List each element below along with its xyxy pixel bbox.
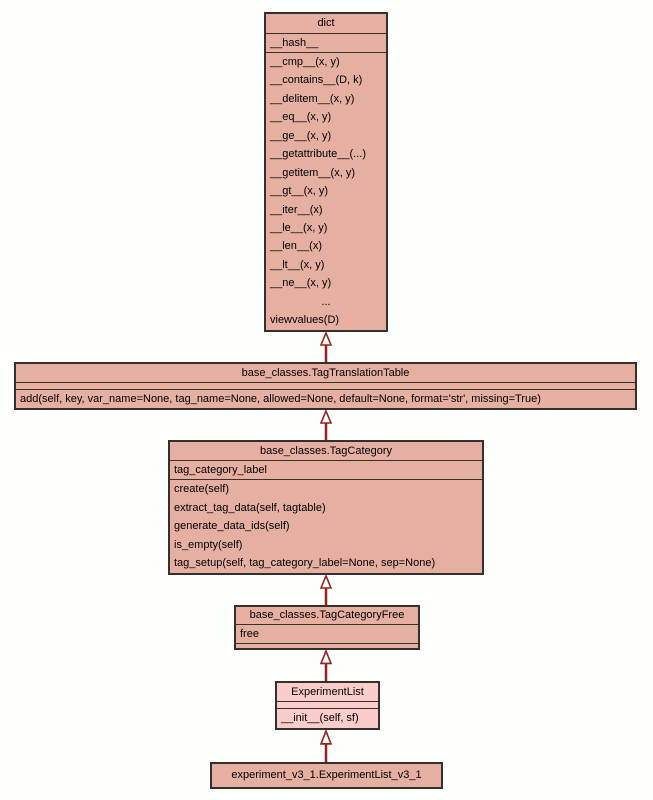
method-label: add(self, key, var_name=None, tag_name=None, allowed=None, default=None, format='str', missing=True) — [20, 393, 541, 405]
class-box-tagcategoryfree — [234, 605, 420, 650]
method-label: create(self) — [174, 483, 230, 495]
method-label: extract_tag_data(self, tagtable) — [174, 501, 326, 514]
attributes-section — [277, 702, 378, 709]
method-label: __ge__(x, y) — [270, 129, 332, 142]
method-label: __contains__(D, k) — [270, 74, 363, 87]
methods-section — [266, 53, 386, 330]
class-box-experimentlist-v3-1 — [210, 762, 443, 789]
methods-section — [16, 390, 635, 408]
inheritance-arrow-experimentlistv31-to-experimentlist — [318, 730, 334, 762]
method-label: __lt__(x, y) — [270, 258, 325, 271]
methods-section — [236, 644, 418, 648]
class-box-tagcategory — [168, 440, 484, 575]
method-label: __iter__(x) — [270, 203, 323, 216]
attributes-section — [170, 461, 482, 480]
method-label: __eq__(x, y) — [270, 111, 332, 124]
inheritance-arrow-experimentlist-to-tagcategoryfree — [318, 650, 334, 681]
class-title: base_classes.TagCategory — [170, 442, 482, 461]
class-title: base_classes.TagTranslationTable — [16, 364, 635, 383]
method-label: __getitem__(x, y) — [270, 166, 355, 179]
class-title: dict — [266, 14, 386, 34]
method-label: __getattribute__(...) — [270, 148, 367, 161]
class-title: base_classes.TagCategoryFree — [236, 607, 418, 625]
method-label: __delitem__(x, y) — [270, 92, 355, 105]
method-label: is_empty(self) — [174, 538, 243, 551]
attributes-section — [266, 34, 386, 53]
class-box-dict — [264, 12, 388, 332]
method-label: __init__(self, sf) — [281, 712, 359, 724]
attributes-section — [16, 383, 635, 390]
inheritance-arrow-tagcategory-to-tagtranslationtable — [318, 410, 334, 440]
method-label: __cmp__(x, y) — [270, 56, 340, 68]
method-label: __len__(x) — [270, 240, 322, 253]
ellipsis-label: ... — [321, 295, 331, 308]
class-title: experiment_v3_1.ExperimentList_v3_1 — [231, 769, 422, 781]
method-label: tag_setup(self, tag_category_label=None, sep=None) — [174, 557, 436, 570]
inheritance-arrow-tagtranslationtable-to-dict — [318, 332, 334, 362]
attribute-label: tag_category_label — [174, 464, 267, 476]
method-label: __le__(x, y) — [270, 221, 328, 234]
attribute-label: __hash__ — [270, 37, 319, 49]
method-label: generate_data_ids(self) — [174, 520, 290, 533]
method-label: viewvalues(D) — [270, 314, 340, 327]
class-box-tagtranslationtable — [14, 362, 637, 410]
inheritance-arrow-tagcategoryfree-to-tagcategory — [318, 575, 334, 605]
method-label: __ne__(x, y) — [270, 277, 332, 290]
attribute-label: free — [240, 628, 259, 640]
class-box-experimentlist — [275, 681, 380, 730]
attributes-section — [236, 625, 418, 644]
class-title: ExperimentList — [277, 683, 378, 702]
methods-section — [277, 709, 378, 728]
method-label: __gt__(x, y) — [270, 185, 329, 198]
methods-section — [170, 480, 482, 573]
